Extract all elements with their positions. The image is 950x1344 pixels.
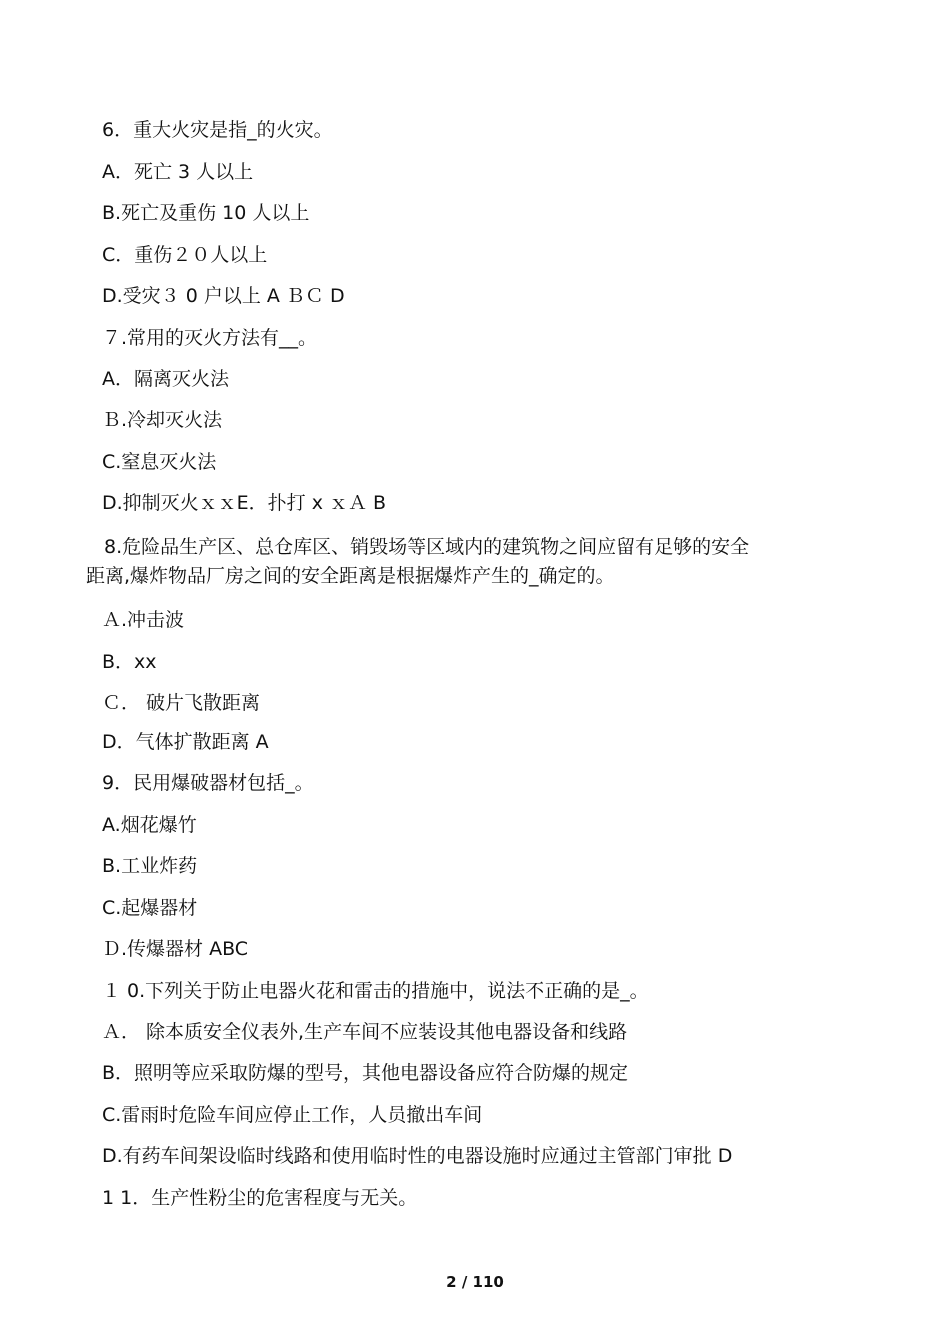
option-10a: Ａ． 除本质安全仪表外,生产车间不应装设其他电器设备和线路 (102, 1021, 628, 1043)
question-8-line-1: 8.危险品生产区、总仓库区、销毁场等区域内的建筑物之间应留有足够的安全 (104, 536, 750, 558)
option-7b: Ｂ.冷却灭火法 (102, 409, 223, 431)
question-11: 1 1．生产性粉尘的危害程度与无关。 (102, 1187, 418, 1209)
question-10: １ 0.下列关于防止电器火花和雷击的措施中，说法不正确的是_。 (102, 980, 649, 1002)
option-8c: Ｃ． 破片飞散距离 (102, 692, 261, 714)
option-7c: C.窒息灭火法 (102, 451, 217, 473)
question-8-line-2: 距离,爆炸物品厂房之间的安全距离是根据爆炸产生的_确定的。 (86, 565, 615, 587)
option-6b: B.死亡及重伤 10 人以上 (102, 202, 310, 224)
option-9b: B.工业炸药 (102, 855, 198, 877)
question-8 (86, 533, 876, 591)
option-10b: B．照明等应采取防爆的型号，其他电器设备应符合防爆的规定 (102, 1062, 629, 1084)
question-6: 6．重大火灾是指_的火灾。 (102, 119, 333, 141)
option-7d: D.抑制灭火ｘｘE．扑打 x ｘＡ B (102, 492, 387, 514)
option-6d: D.受灾３ 0 户以上 A ＢＣ D (102, 285, 345, 307)
option-8a: Ａ.冲击波 (102, 609, 185, 631)
option-7a: A．隔离灭火法 (102, 368, 229, 390)
option-10c: C.雷雨时危险车间应停止工作，人员撤出车间 (102, 1104, 483, 1126)
option-6a: A．死亡 3 人以上 (102, 161, 254, 183)
question-9: 9．民用爆破器材包括_。 (102, 772, 314, 794)
option-6c: C．重伤２０人以上 (102, 244, 268, 266)
option-8d: D．气体扩散距离 A (102, 731, 269, 753)
page-number: 2 / 110 (446, 1273, 504, 1291)
option-10d: D.有药车间架设临时线路和使用临时性的电器设施时应通过主管部门审批 D (102, 1145, 733, 1167)
option-9d: Ｄ.传爆器材 ABC (102, 938, 249, 960)
option-9a: A.烟花爆竹 (102, 814, 197, 836)
option-8b: B．xx (102, 651, 157, 673)
option-9c: C.起爆器材 (102, 897, 198, 919)
question-7: ７.常用的灭火方法有__。 (102, 327, 318, 349)
